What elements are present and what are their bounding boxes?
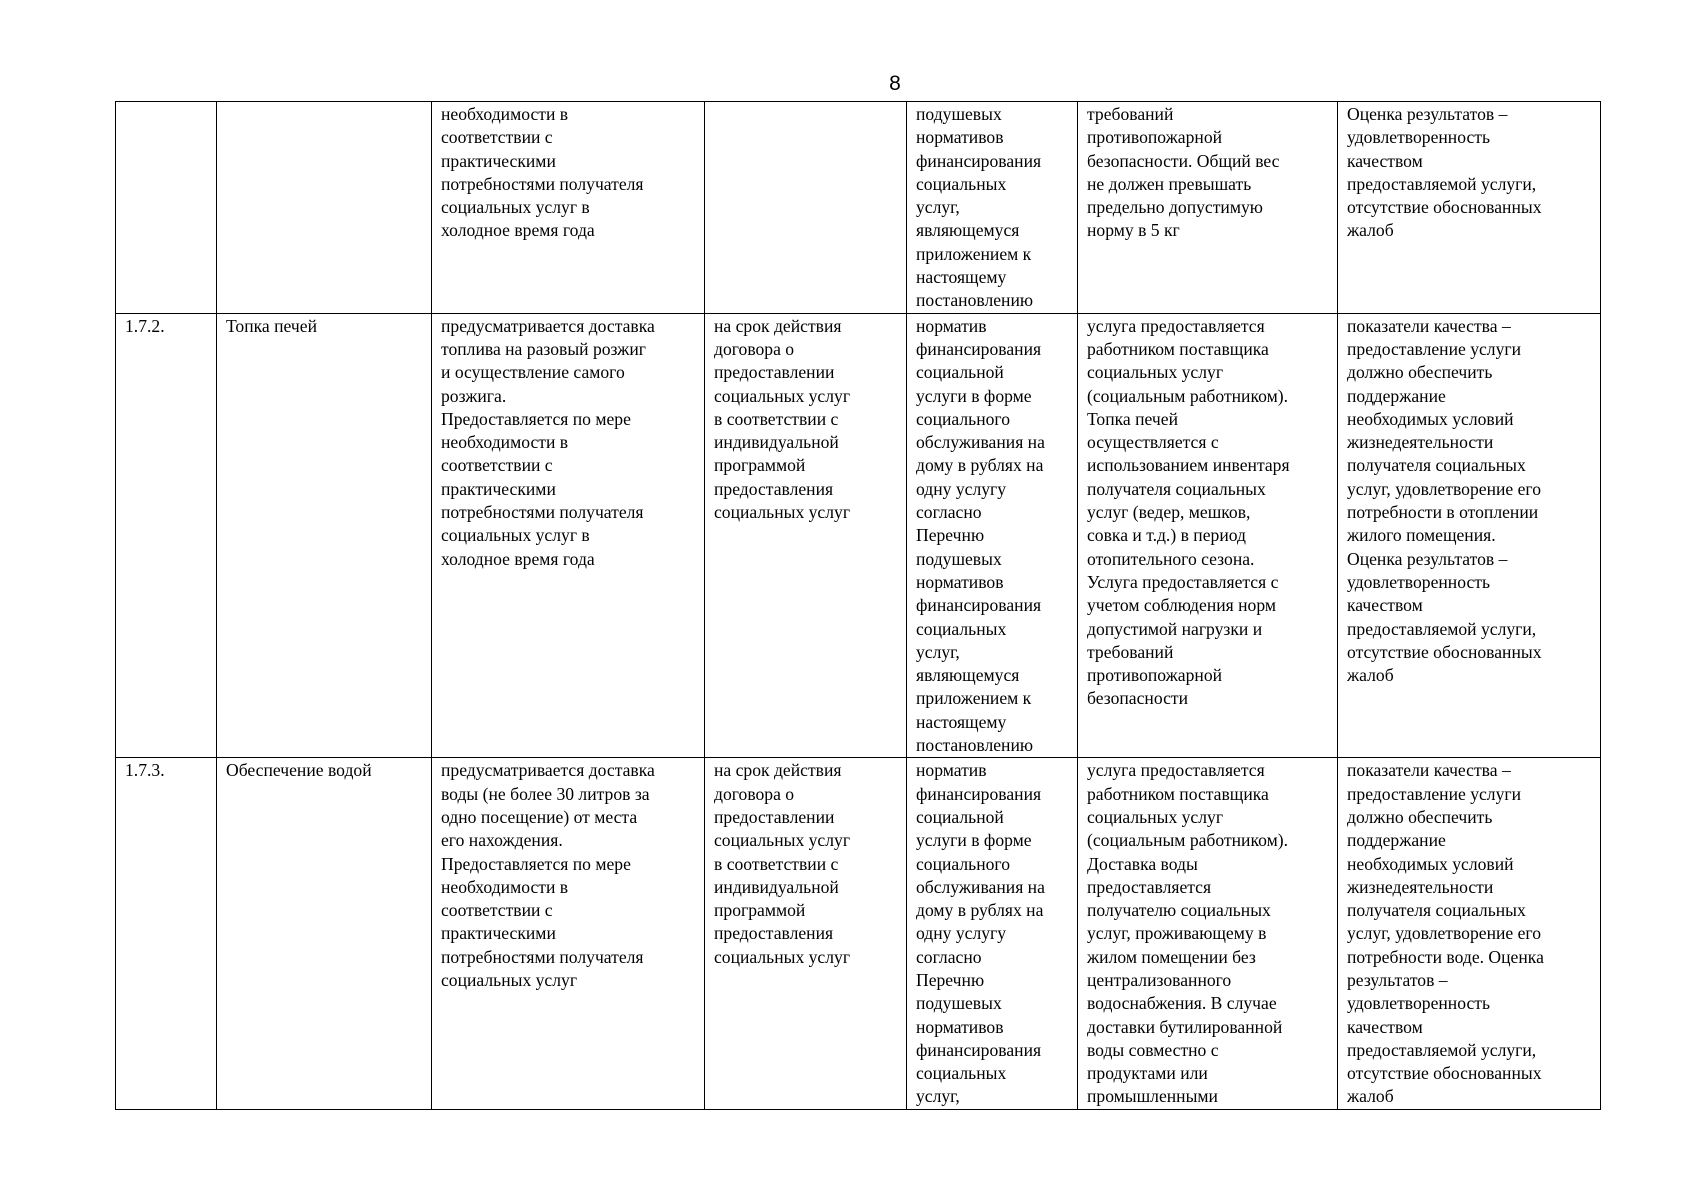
table-row [116, 313, 1601, 758]
cell-conditions: услуга предоставляется работником поставщика социальных услуг (социальным работником). Доставка воды предоставляется получателю социальных услуг, проживающему в жилом помещении без централизованного водоснабжения. В случае доставки бутилированной воды совместно с продуктами или промышленными [1078, 758, 1338, 1110]
cell-term: на срок действия договора о предоставлении социальных услуг в соответствии с индивидуальной программой предоставления социальных услуг [705, 758, 907, 1110]
cell-service-name: Топка печей [217, 313, 432, 758]
page-number: 8 [889, 72, 901, 95]
cell-financing-norm: подушевых нормативов финансирования социальных услуг, являющемуся приложением к настоящему постановлению [907, 102, 1078, 314]
cell-quality: показатели качества – предоставление услуги должно обеспечить поддержание необходимых условий жизнедеятельности получателя социальных услуг, удовлетворение его потребности в отоплении жилого помещения. Оценка результатов – удовлетворенность качеством предоставляемой услуги, отсутствие обоснованных жалоб [1338, 313, 1601, 758]
cell-service-name [217, 102, 432, 314]
cell-description: предусматривается доставка воды (не более 30 литров за одно посещение) от места его нахождения. Предоставляется по мере необходимости в соответствии с практическими потребностями получателя социальных услуг [432, 758, 705, 1110]
table-row [116, 102, 1601, 314]
cell-description: необходимости в соответствии с практическими потребностями получателя социальных услуг в холодное время года [432, 102, 705, 314]
cell-quality: показатели качества – предоставление услуги должно обеспечить поддержание необходимых условий жизнедеятельности получателя социальных услуг, удовлетворение его потребности воде. Оценка результатов – удовлетворенность качеством предоставляемой услуги, отсутствие обоснованных жалоб [1338, 758, 1601, 1110]
cell-number: 1.7.3. [116, 758, 217, 1110]
cell-number: 1.7.2. [116, 313, 217, 758]
services-table [115, 101, 1601, 1110]
cell-conditions: услуга предоставляется работником поставщика социальных услуг (социальным работником). Топка печей осуществляется с использованием инвентаря получателя социальных услуг (ведер, мешков, совка и т.д.) в период отопительного сезона. Услуга предоставляется с учетом соблюдения норм допустимой нагрузки и требований противопожарной безопасности [1078, 313, 1338, 758]
cell-number [116, 102, 217, 314]
cell-term [705, 102, 907, 314]
cell-financing-norm: норматив финансирования социальной услуги в форме социального обслуживания на дому в рублях на одну услугу согласно Перечню подушевых нормативов финансирования социальных услуг, являющемуся приложением к настоящему постановлению [907, 313, 1078, 758]
cell-term: на срок действия договора о предоставлении социальных услуг в соответствии с индивидуальной программой предоставления социальных услуг [705, 313, 907, 758]
cell-conditions: требований противопожарной безопасности. Общий вес не должен превышать предельно допустимую норму в 5 кг [1078, 102, 1338, 314]
cell-service-name: Обеспечение водой [217, 758, 432, 1110]
table-row [116, 758, 1601, 1110]
cell-quality: Оценка результатов – удовлетворенность качеством предоставляемой услуги, отсутствие обоснованных жалоб [1338, 102, 1601, 314]
cell-financing-norm: норматив финансирования социальной услуги в форме социального обслуживания на дому в рублях на одну услугу согласно Перечню подушевых нормативов финансирования социальных услуг, [907, 758, 1078, 1110]
cell-description: предусматривается доставка топлива на разовый розжиг и осуществление самого розжига. Предоставляется по мере необходимости в соответствии с практическими потребностями получателя социальных услуг в холодное время года [432, 313, 705, 758]
